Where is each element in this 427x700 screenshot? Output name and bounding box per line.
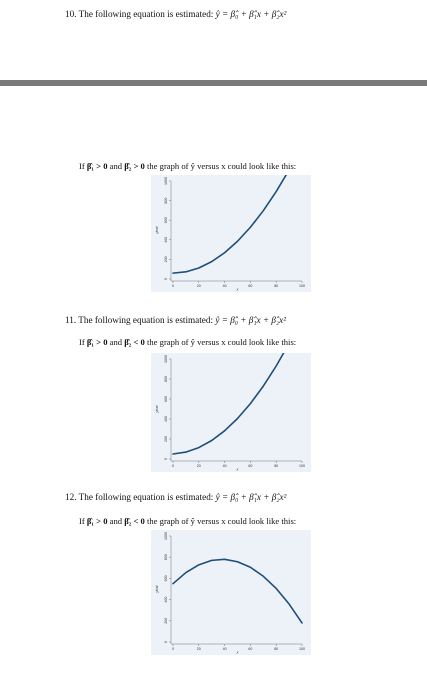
y-tick-label: 1000: [164, 177, 168, 185]
chart-svg-0: [151, 175, 311, 292]
y-tick-label: 600: [164, 396, 168, 402]
x-tick-label: 0: [172, 647, 174, 651]
x-tick-label: 40: [222, 284, 227, 288]
question-11: [65, 315, 286, 325]
y-tick-label: 400: [164, 236, 168, 243]
y-tick-label: 0: [164, 458, 168, 460]
x-tick-label: 20: [196, 464, 201, 468]
x-tick-label: 60: [248, 284, 253, 288]
question-prompt: The following equation is estimated:: [78, 9, 214, 19]
x-tick-label: 80: [274, 647, 279, 651]
condition-b1: β̂₁ > 0: [86, 161, 108, 171]
condition-prefix: If: [79, 516, 85, 526]
y-tick-label: 600: [164, 217, 168, 224]
series-line: [173, 175, 302, 273]
condition-11: [79, 337, 296, 347]
question-12: [65, 492, 286, 502]
y-axis-label: yhat: [155, 405, 159, 413]
x-tick-label: 100: [299, 284, 305, 288]
y-tick-label: 400: [164, 596, 168, 603]
y-tick-label: 200: [164, 256, 168, 263]
chart-svg-1: [151, 353, 311, 472]
condition-b1: β̂₁ > 0: [86, 516, 108, 526]
condition-12: [79, 516, 296, 526]
series-line: [173, 353, 302, 454]
condition-b1: β̂₁ > 0: [86, 337, 108, 347]
y-tick-label: 200: [164, 617, 168, 624]
y-tick-label: 0: [164, 278, 168, 280]
y-axis-label: yhat: [155, 226, 159, 234]
x-tick-label: 60: [248, 647, 253, 651]
condition-and: and: [109, 161, 123, 171]
y-tick-label: 200: [164, 436, 168, 442]
x-tick-label: 80: [274, 284, 279, 288]
y-tick-label: 600: [164, 575, 168, 582]
question-10: [65, 9, 286, 19]
question-number: 11.: [65, 315, 77, 325]
chart-svg-2: [151, 530, 311, 655]
condition-b2: β̂₂ < 0: [124, 337, 145, 347]
condition-b2: β̂₂ > 0: [124, 161, 145, 171]
question-prompt: The following equation is estimated:: [78, 315, 214, 325]
y-tick-label: 1000: [164, 355, 168, 363]
y-tick-label: 800: [164, 197, 168, 204]
condition-suffix: the graph of ŷ versus x could look like this:: [147, 161, 297, 171]
condition-suffix: the graph of ŷ versus x could look like this:: [147, 516, 297, 526]
x-axis-label: x: [236, 287, 239, 292]
series-line: [173, 559, 302, 623]
question-number: 10.: [65, 9, 77, 19]
y-tick-label: 400: [164, 416, 168, 422]
equation: ŷ = β̂₀ + β̂₁x + β̂₂x²: [215, 9, 287, 19]
x-tick-label: 0: [172, 464, 174, 468]
y-tick-label: 1000: [164, 532, 168, 540]
equation: ŷ = β̂₀ + β̂₁x + β̂₂x²: [215, 492, 287, 502]
question-prompt: The following equation is estimated:: [78, 492, 214, 502]
y-tick-label: 800: [164, 376, 168, 382]
y-tick-label: 0: [164, 641, 168, 643]
x-tick-label: 20: [196, 647, 201, 651]
chart-q11: [151, 353, 311, 472]
x-tick-label: 20: [196, 284, 201, 288]
x-tick-label: 0: [172, 284, 174, 288]
x-tick-label: 100: [299, 647, 305, 651]
x-axis-label: x: [236, 467, 239, 472]
equation: ŷ = β̂₀ + β̂₁x + β̂₂x²: [215, 315, 287, 325]
condition-suffix: the graph of ŷ versus x could look like this:: [147, 337, 297, 347]
condition-prefix: If: [79, 337, 85, 347]
condition-prefix: If: [79, 161, 85, 171]
y-axis-label: yhat: [155, 585, 159, 593]
question-number: 12.: [65, 492, 77, 502]
condition-b2: β̂₂ < 0: [124, 516, 145, 526]
condition-and: and: [109, 337, 123, 347]
x-tick-label: 80: [274, 464, 279, 468]
x-tick-label: 60: [248, 464, 253, 468]
condition-10: [79, 161, 296, 171]
x-tick-label: 40: [222, 464, 227, 468]
chart-q12: [151, 530, 311, 655]
x-axis-label: x: [236, 650, 239, 655]
divider-bar: [0, 80, 427, 86]
condition-and: and: [109, 516, 123, 526]
chart-q10: [151, 175, 311, 292]
x-tick-label: 100: [299, 464, 305, 468]
x-tick-label: 40: [222, 647, 227, 651]
y-tick-label: 800: [164, 554, 168, 561]
